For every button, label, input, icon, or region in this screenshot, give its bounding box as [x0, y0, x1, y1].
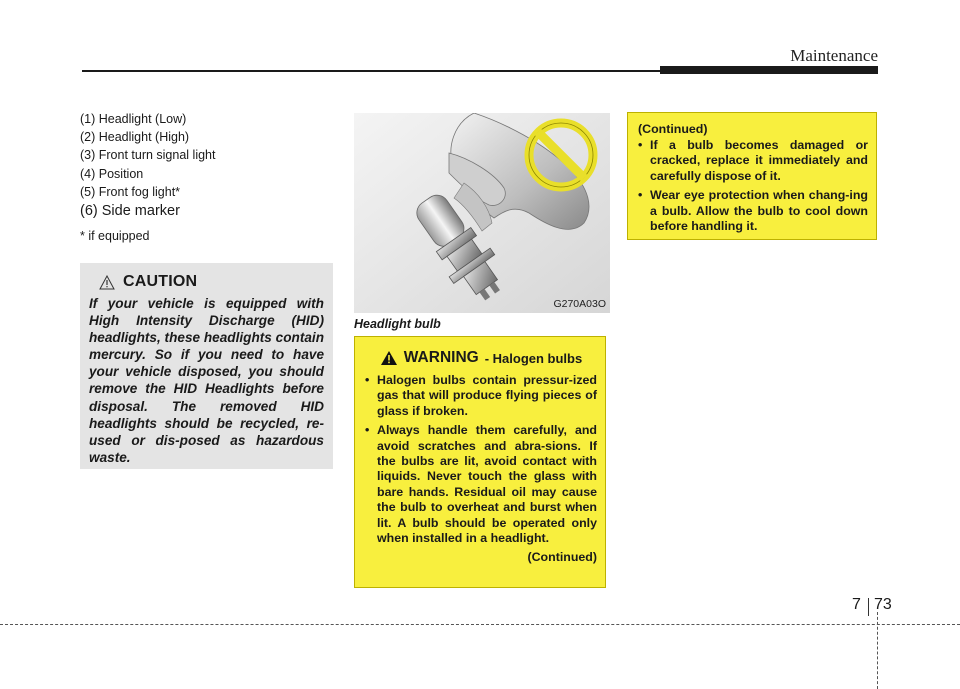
warning-bullets: [365, 373, 597, 546]
warning-triangle-icon: [380, 350, 398, 366]
list-item: • Always handle them carefully, and avoid scratches and abra-sions. If the bulbs are lit, avoid contact with liquids. Never touch the glass with bare hands. Residual oil may cause the bulb to overheat and burst when lit. A bulb should be operated only when installed in a headlight.: [365, 423, 597, 546]
page-number: 73: [874, 596, 892, 613]
footer-dashed-line: [0, 624, 960, 625]
section-title: Maintenance: [790, 46, 878, 65]
continued-top-label: (Continued): [638, 122, 708, 136]
list-item: (3) Front turn signal light: [80, 148, 216, 163]
caution-triangle-icon: [99, 275, 115, 290]
page-number-divider: [868, 598, 869, 616]
bulb-list: [80, 110, 330, 221]
warning-subtitle: - Halogen bulbs: [484, 350, 583, 366]
warning-title: WARNING: [403, 349, 479, 366]
header-bar: [660, 66, 878, 74]
continued-label: (Continued): [527, 550, 597, 565]
footnote: * if equipped: [80, 229, 150, 243]
list-item: (1) Headlight (Low): [80, 112, 187, 126]
list-item: (4) Position: [80, 166, 144, 181]
footer-vertical-dashed-line: [877, 612, 878, 689]
list-item: • If a bulb becomes damaged or cracked, replace it immediately and carefully dispose of it.: [638, 138, 868, 184]
header-rule: [82, 70, 662, 72]
hand-holding-bulb-image: [354, 113, 610, 313]
warning-header: [365, 349, 597, 367]
warning-box: [354, 336, 606, 588]
caution-box: [80, 263, 333, 469]
list-item: (2) Headlight (High): [80, 130, 190, 145]
list-item: (6) Side marker: [80, 203, 180, 220]
chapter-number: 7: [852, 596, 861, 613]
list-item: (5) Front fog light*: [80, 184, 181, 199]
figure-caption: Headlight bulb: [354, 317, 441, 331]
figure-code: G270A03O: [553, 298, 606, 310]
headlight-bulb-photo: [354, 113, 610, 313]
list-item: • Halogen bulbs contain pressur-ized gas that will produce flying pieces of glass if broken.: [365, 373, 597, 419]
continued-warning-box: [627, 112, 877, 240]
caution-header: [99, 273, 324, 291]
caution-text: If your vehicle is equipped with High Intensity Discharge (HID) headlights, these headlights contain mercury. So if you need to have your vehicle disposed, you should remove the HID Headlights before disposal. The removed HID headlights should be recycled, re-used or dis-posed as hazardous waste.: [89, 296, 324, 465]
continued-bullets: [638, 138, 868, 234]
caution-title: CAUTION: [123, 273, 198, 290]
list-item: • Wear eye protection when chang-ing a bulb. Allow the bulb to cool down before handling it.: [638, 188, 868, 234]
